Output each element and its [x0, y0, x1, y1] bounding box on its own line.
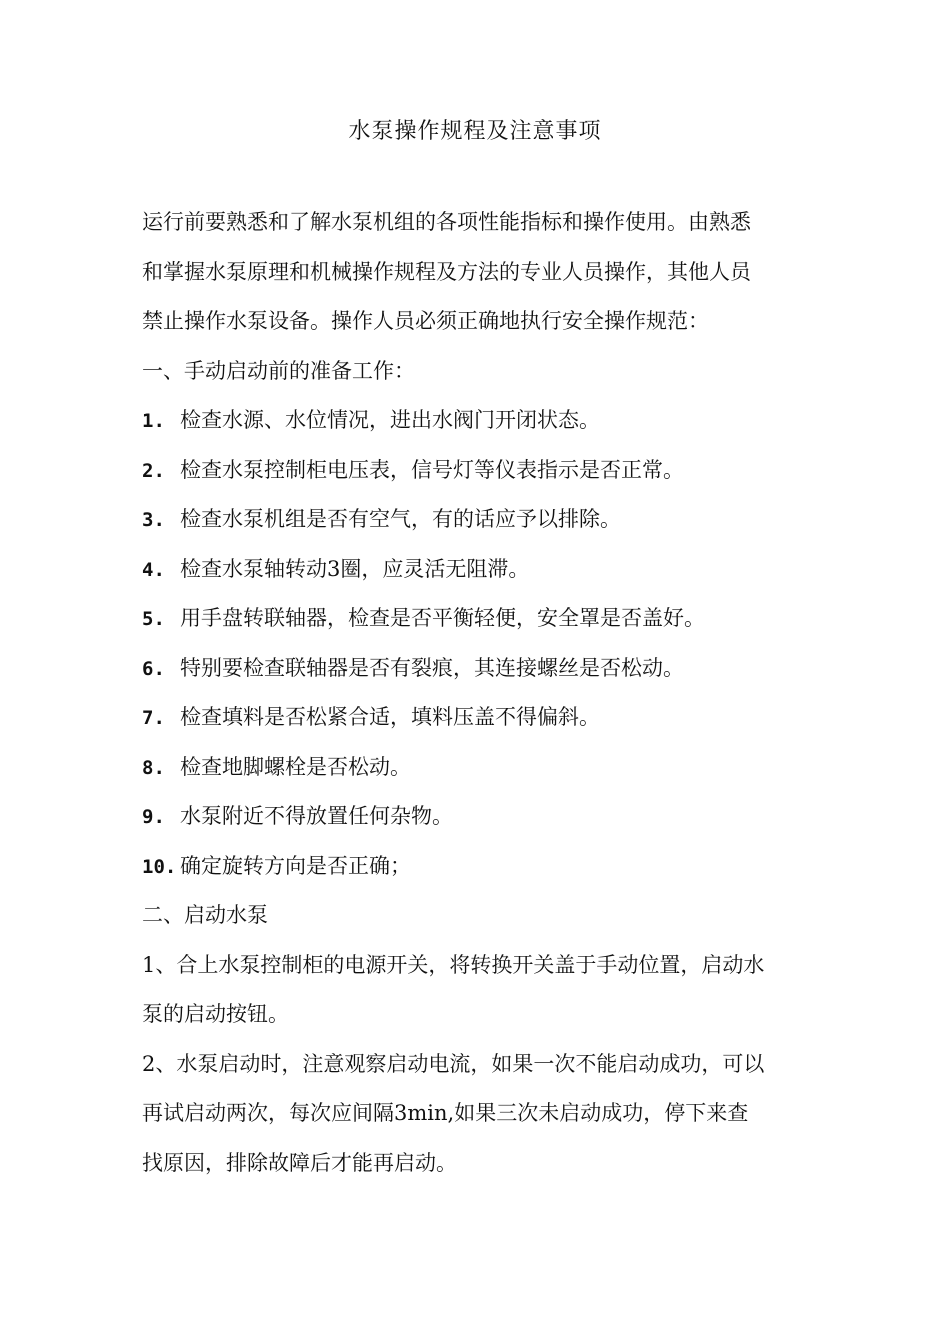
item-number: 6.	[142, 657, 165, 680]
item-text: 检查地脚螺栓是否松动。	[180, 754, 411, 779]
item-text: 检查水泵轴转动3圈，应灵活无阻滞。	[180, 556, 530, 581]
checklist-item	[142, 792, 810, 842]
item-text: 用手盘转联轴器，检查是否平衡轻便，安全罩是否盖好。	[180, 606, 705, 630]
item-number: 8.	[142, 756, 165, 779]
intro-line: 禁止操作水泵设备。操作人员必须正确地执行安全操作规范：	[142, 309, 709, 333]
checklist-item	[142, 743, 810, 793]
step-line: 1、合上水泵控制柜的电源开关，将转换开关盖于手动位置，启动水	[142, 952, 765, 977]
item-text: 检查填料是否松紧合适，填料压盖不得偏斜。	[180, 705, 600, 729]
checklist-item	[142, 842, 810, 892]
checklist-item	[142, 446, 810, 496]
checklist-item	[142, 495, 810, 545]
item-text: 水泵附近不得放置任何杂物。	[180, 804, 453, 828]
item-text: 检查水源、水位情况，进出水阀门开闭状态。	[180, 408, 600, 432]
checklist-item	[142, 545, 810, 595]
intro-line: 和掌握水泵原理和机械操作规程及方法的专业人员操作，其他人员	[142, 259, 751, 284]
item-number: 3.	[142, 509, 165, 531]
item-text: 特别要检查联轴器是否有裂痕，其连接螺丝是否松动。	[180, 655, 684, 680]
checklist-item	[142, 396, 810, 446]
step-line: 泵的启动按钮。	[142, 1002, 289, 1026]
section-heading-2: 二、启动水泵	[142, 903, 268, 927]
checklist-item	[142, 693, 810, 743]
item-text: 检查水泵控制柜电压表，信号灯等仪表指示是否正常。	[180, 457, 684, 482]
item-number: 1.	[142, 410, 165, 432]
item-number: 4.	[142, 558, 165, 581]
step-line: 找原因，排除故障后才能再启动。	[142, 1150, 457, 1175]
section-heading-1: 一、手动启动前的准备工作：	[142, 358, 415, 383]
item-number: 2.	[142, 459, 165, 482]
item-number: 5.	[142, 608, 165, 630]
step-line: 再试启动两次，每次应间隔3min,如果三次未启动成功，停下来查	[142, 1101, 749, 1125]
checklist-item	[142, 594, 810, 644]
item-number: 10.	[142, 855, 177, 878]
item-text: 检查水泵机组是否有空气，有的话应予以排除。	[180, 507, 621, 531]
document-body	[142, 198, 810, 1188]
item-text: 确定旋转方向是否正确；	[180, 853, 411, 878]
checklist-item	[142, 644, 810, 694]
item-number: 7.	[142, 707, 165, 729]
document-title: 水泵操作规程及注意事项	[348, 119, 602, 144]
item-number: 9.	[142, 806, 165, 828]
step-line: 2、水泵启动时，注意观察启动电流，如果一次不能启动成功，可以	[142, 1051, 765, 1076]
intro-line: 运行前要熟悉和了解水泵机组的各项性能指标和操作使用。由熟悉	[142, 210, 751, 234]
